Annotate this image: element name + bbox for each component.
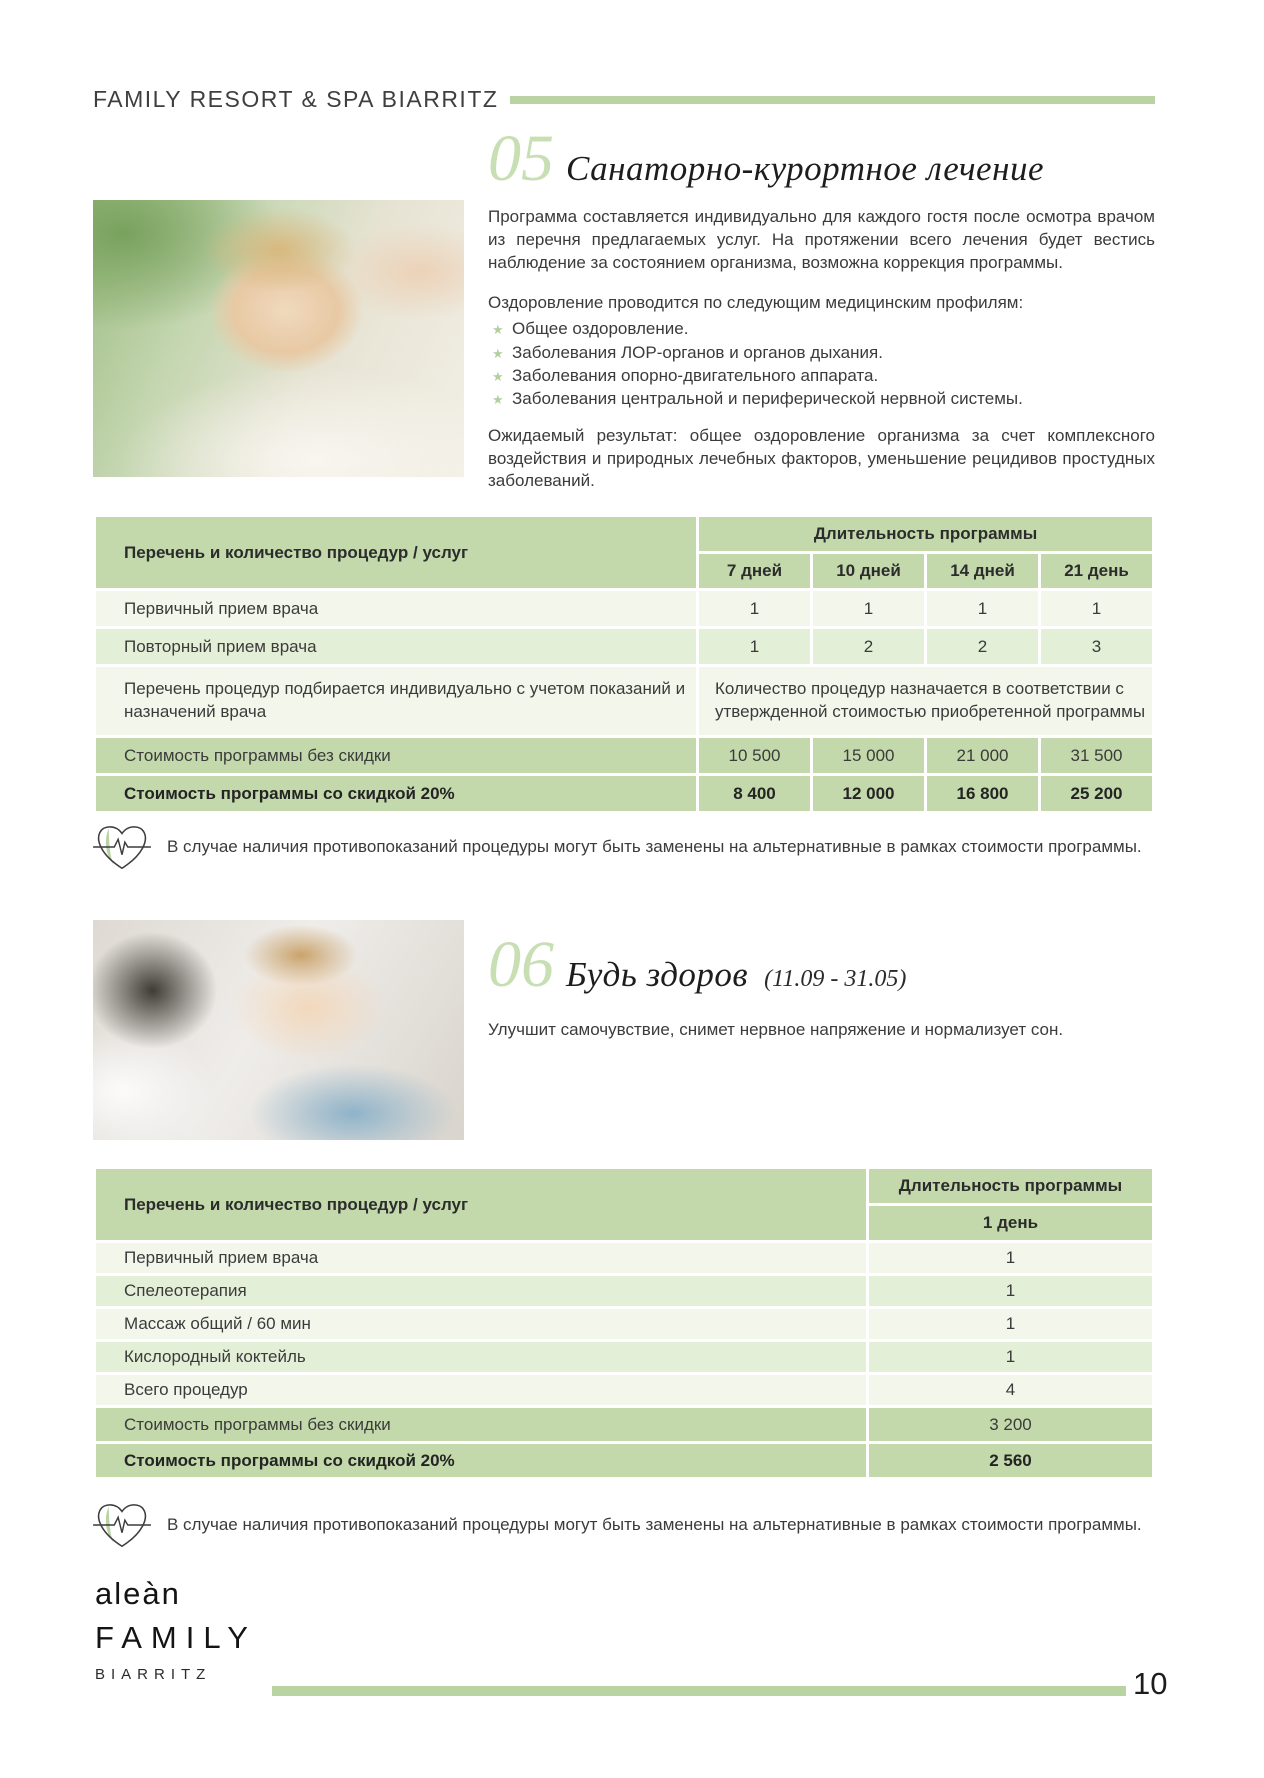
brand-rule-line [510, 96, 1155, 104]
profile-item [488, 341, 1155, 364]
section-05-heading [488, 122, 1155, 195]
section-06-heading [488, 928, 1155, 1001]
footer-logo-biarritz: BIARRITZ [95, 1666, 212, 1683]
table-row [96, 1342, 1152, 1372]
profile-item [488, 364, 1155, 387]
section-05-intro: Программа составляется индивидуально для каждого гостя после осмотра врачом из перечня предлагаемых услуг. На протяжении всего лечения будет вестись наблюдение за состоянием организма, возможна коррекция программы. [488, 207, 1155, 272]
price-value: 3 200 [869, 1408, 1152, 1441]
column-header-duration: 14 дней [927, 554, 1038, 588]
price-row-discount [96, 776, 1152, 811]
brand-header [93, 86, 1155, 113]
price-value: 8 400 [699, 776, 810, 811]
column-header-duration-group: Длительность программы [869, 1169, 1152, 1203]
footer-rule-line [272, 1686, 1126, 1696]
service-count: 1 [869, 1276, 1152, 1306]
procedure-count-note: Количество процедур назначается в соответствии с утвержденной стоимостью приобретенной программы [699, 667, 1152, 735]
profiles-list [488, 317, 1155, 411]
footer-logo-alean: aleàn [95, 1576, 181, 1611]
column-header-duration-group: Длительность программы [699, 517, 1152, 551]
profile-item-label: Общее оздоровление. [512, 319, 689, 339]
profile-item-label: Заболевания центральной и периферической нервной системы. [512, 389, 1023, 409]
service-label: Спелеотерапия [96, 1276, 866, 1306]
service-label: Кислородный коктейль [96, 1342, 866, 1372]
column-header-services: Перечень и количество процедур / услуг [96, 1169, 866, 1240]
service-label: Первичный прием врача [96, 591, 696, 626]
service-count: 2 [813, 629, 924, 664]
price-label: Стоимость программы без скидки [96, 738, 696, 773]
table-header-row [96, 1169, 1152, 1203]
page-number: 10 [1133, 1666, 1168, 1701]
price-label: Стоимость программы без скидки [96, 1408, 866, 1441]
column-header-duration: 1 день [869, 1206, 1152, 1240]
service-count: 4 [869, 1375, 1152, 1405]
profile-item-label: Заболевания опорно-двигательного аппарата. [512, 365, 879, 385]
note-text: В случае наличия противопоказаний процедуры могут быть заменены на альтернативные в рамках стоимости программы. [167, 1515, 1142, 1534]
price-value: 10 500 [699, 738, 810, 773]
table-row [96, 667, 1152, 735]
service-count: 3 [1041, 629, 1152, 664]
section-06-intro: Улучшит самочувствие, снимет нервное напряжение и нормализует сон. [488, 1020, 1064, 1039]
price-value: 2 560 [869, 1444, 1152, 1477]
section-05-number: 05 [488, 122, 554, 195]
profile-item [488, 317, 1155, 340]
price-value: 31 500 [1041, 738, 1152, 773]
section-05-text [488, 122, 1155, 493]
service-label: Первичный прием врача [96, 1243, 866, 1273]
individual-selection-note: Перечень процедур подбирается индивидуально с учетом показаний и назначений врача [96, 667, 696, 735]
star-bullet-icon: ★ [492, 345, 504, 361]
service-count: 1 [699, 629, 810, 664]
profile-item-label: Заболевания ЛОР-органов и органов дыхания. [512, 342, 883, 362]
profiles-title: Оздоровление проводится по следующим медицинским профилям: [488, 293, 1024, 313]
table-row [96, 629, 1152, 664]
table-row [96, 1276, 1152, 1306]
table-row [96, 591, 1152, 626]
service-count: 1 [813, 591, 924, 626]
star-bullet-icon: ★ [492, 322, 504, 338]
treatment-price-table-06 [93, 1166, 1155, 1480]
service-count: 1 [699, 591, 810, 626]
service-label: Массаж общий / 60 мин [96, 1309, 866, 1339]
service-count: 1 [869, 1309, 1152, 1339]
contraindication-note [93, 820, 1155, 874]
service-count: 1 [927, 591, 1038, 626]
note-text: В случае наличия противопоказаний процедуры могут быть заменены на альтернативные в рамках стоимости программы. [167, 837, 1142, 856]
table-row [96, 1375, 1152, 1405]
star-bullet-icon: ★ [492, 392, 504, 408]
price-label: Стоимость программы со скидкой 20% [96, 776, 696, 811]
heart-ekg-icon [93, 1498, 151, 1552]
price-row [96, 738, 1152, 773]
price-value: 15 000 [813, 738, 924, 773]
photo-doctor-child [93, 920, 464, 1140]
expected-result: Ожидаемый результат: общее оздоровление организма за счет комплексного воздействия и природных лечебных факторов, уменьшение рецидивов простудных заболеваний. [488, 425, 1155, 491]
price-value: 12 000 [813, 776, 924, 811]
column-header-duration: 10 дней [813, 554, 924, 588]
section-05-title: Санаторно-курортное лечение [566, 149, 1044, 188]
price-value: 16 800 [927, 776, 1038, 811]
price-row-discount [96, 1444, 1152, 1477]
price-value: 21 000 [927, 738, 1038, 773]
footer-logo-family: FAMILY [95, 1620, 257, 1655]
table-header-row [96, 517, 1152, 551]
section-06-title: Будь здоров [566, 955, 749, 994]
heart-ekg-icon [93, 820, 151, 874]
section-06-dates: (11.09 - 31.05) [764, 966, 907, 992]
column-header-services: Перечень и количество процедур / услуг [96, 517, 696, 588]
table-row [96, 1243, 1152, 1273]
service-count: 1 [869, 1342, 1152, 1372]
price-row [96, 1408, 1152, 1441]
table-row [96, 1309, 1152, 1339]
section-06-number: 06 [488, 928, 554, 1001]
brand-title: FAMILY RESORT & SPA BIARRITZ [93, 86, 499, 112]
footer-logo [95, 1576, 257, 1683]
star-bullet-icon: ★ [492, 368, 504, 384]
price-label: Стоимость программы со скидкой 20% [96, 1444, 866, 1477]
contraindication-note [93, 1498, 1155, 1552]
column-header-duration: 21 день [1041, 554, 1152, 588]
service-count: 1 [1041, 591, 1152, 626]
service-count: 2 [927, 629, 1038, 664]
service-label: Всего процедур [96, 1375, 866, 1405]
section-06-text [488, 928, 1155, 1040]
service-count: 1 [869, 1243, 1152, 1273]
profile-item [488, 387, 1155, 410]
photo-child-massage [93, 200, 464, 477]
price-value: 25 200 [1041, 776, 1152, 811]
treatment-price-table-05 [93, 514, 1155, 814]
column-header-duration: 7 дней [699, 554, 810, 588]
service-label: Повторный прием врача [96, 629, 696, 664]
